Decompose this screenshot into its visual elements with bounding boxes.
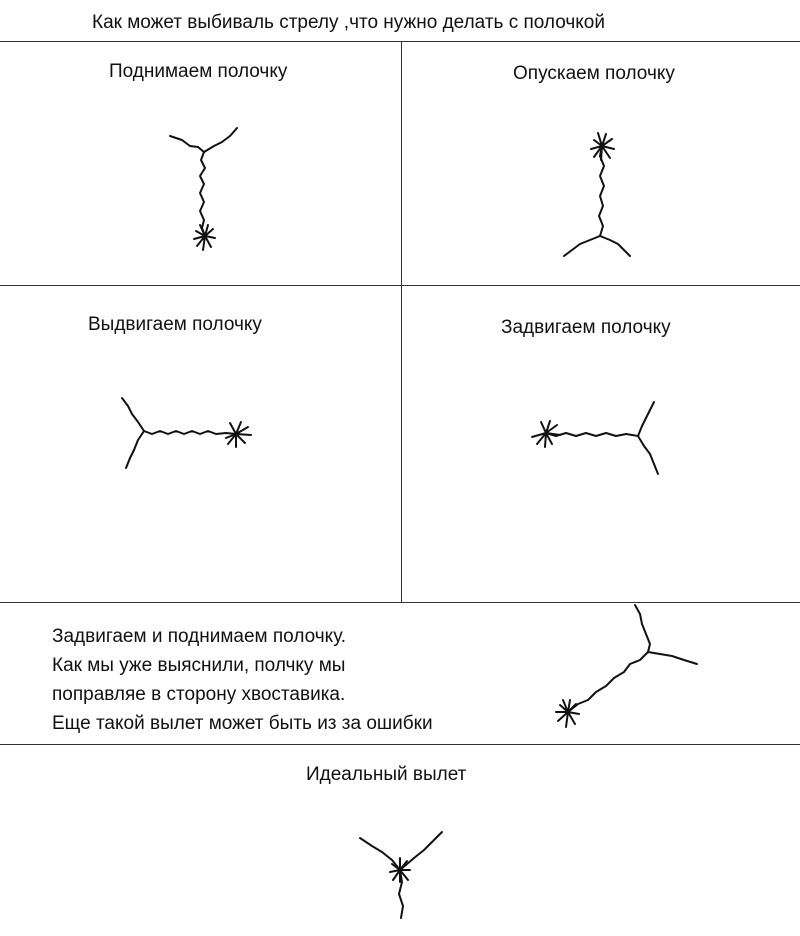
panel-title-lower: Опускаем полочку xyxy=(513,63,675,84)
tear-pattern-retract-raise xyxy=(556,605,697,727)
panel-title-raise: Поднимаем полочку xyxy=(109,61,288,82)
note-line: поправляе в сторону хвоставика. xyxy=(52,684,346,705)
tear-pattern-retract xyxy=(532,402,658,474)
panel-title-ideal: Идеальный вылет xyxy=(306,764,467,785)
note-line: Как мы уже выяснили, полчку мы xyxy=(52,655,346,676)
tear-pattern-raise xyxy=(170,128,237,250)
panel-title-extend: Выдвигаем полочку xyxy=(88,314,262,335)
panel-title-retract: Задвигаем полочку xyxy=(501,317,671,338)
note-line: Еще такой вылет может быть из за ошибки xyxy=(52,713,433,734)
tear-pattern-lower xyxy=(564,133,630,256)
note-line: Задвигаем и поднимаем полочку. xyxy=(52,626,347,647)
tear-pattern-ideal xyxy=(360,832,442,918)
page-title: Как может выбиваль стрелу ,что нужно делать с полочкой xyxy=(92,12,605,33)
tear-pattern-extend xyxy=(122,398,251,468)
